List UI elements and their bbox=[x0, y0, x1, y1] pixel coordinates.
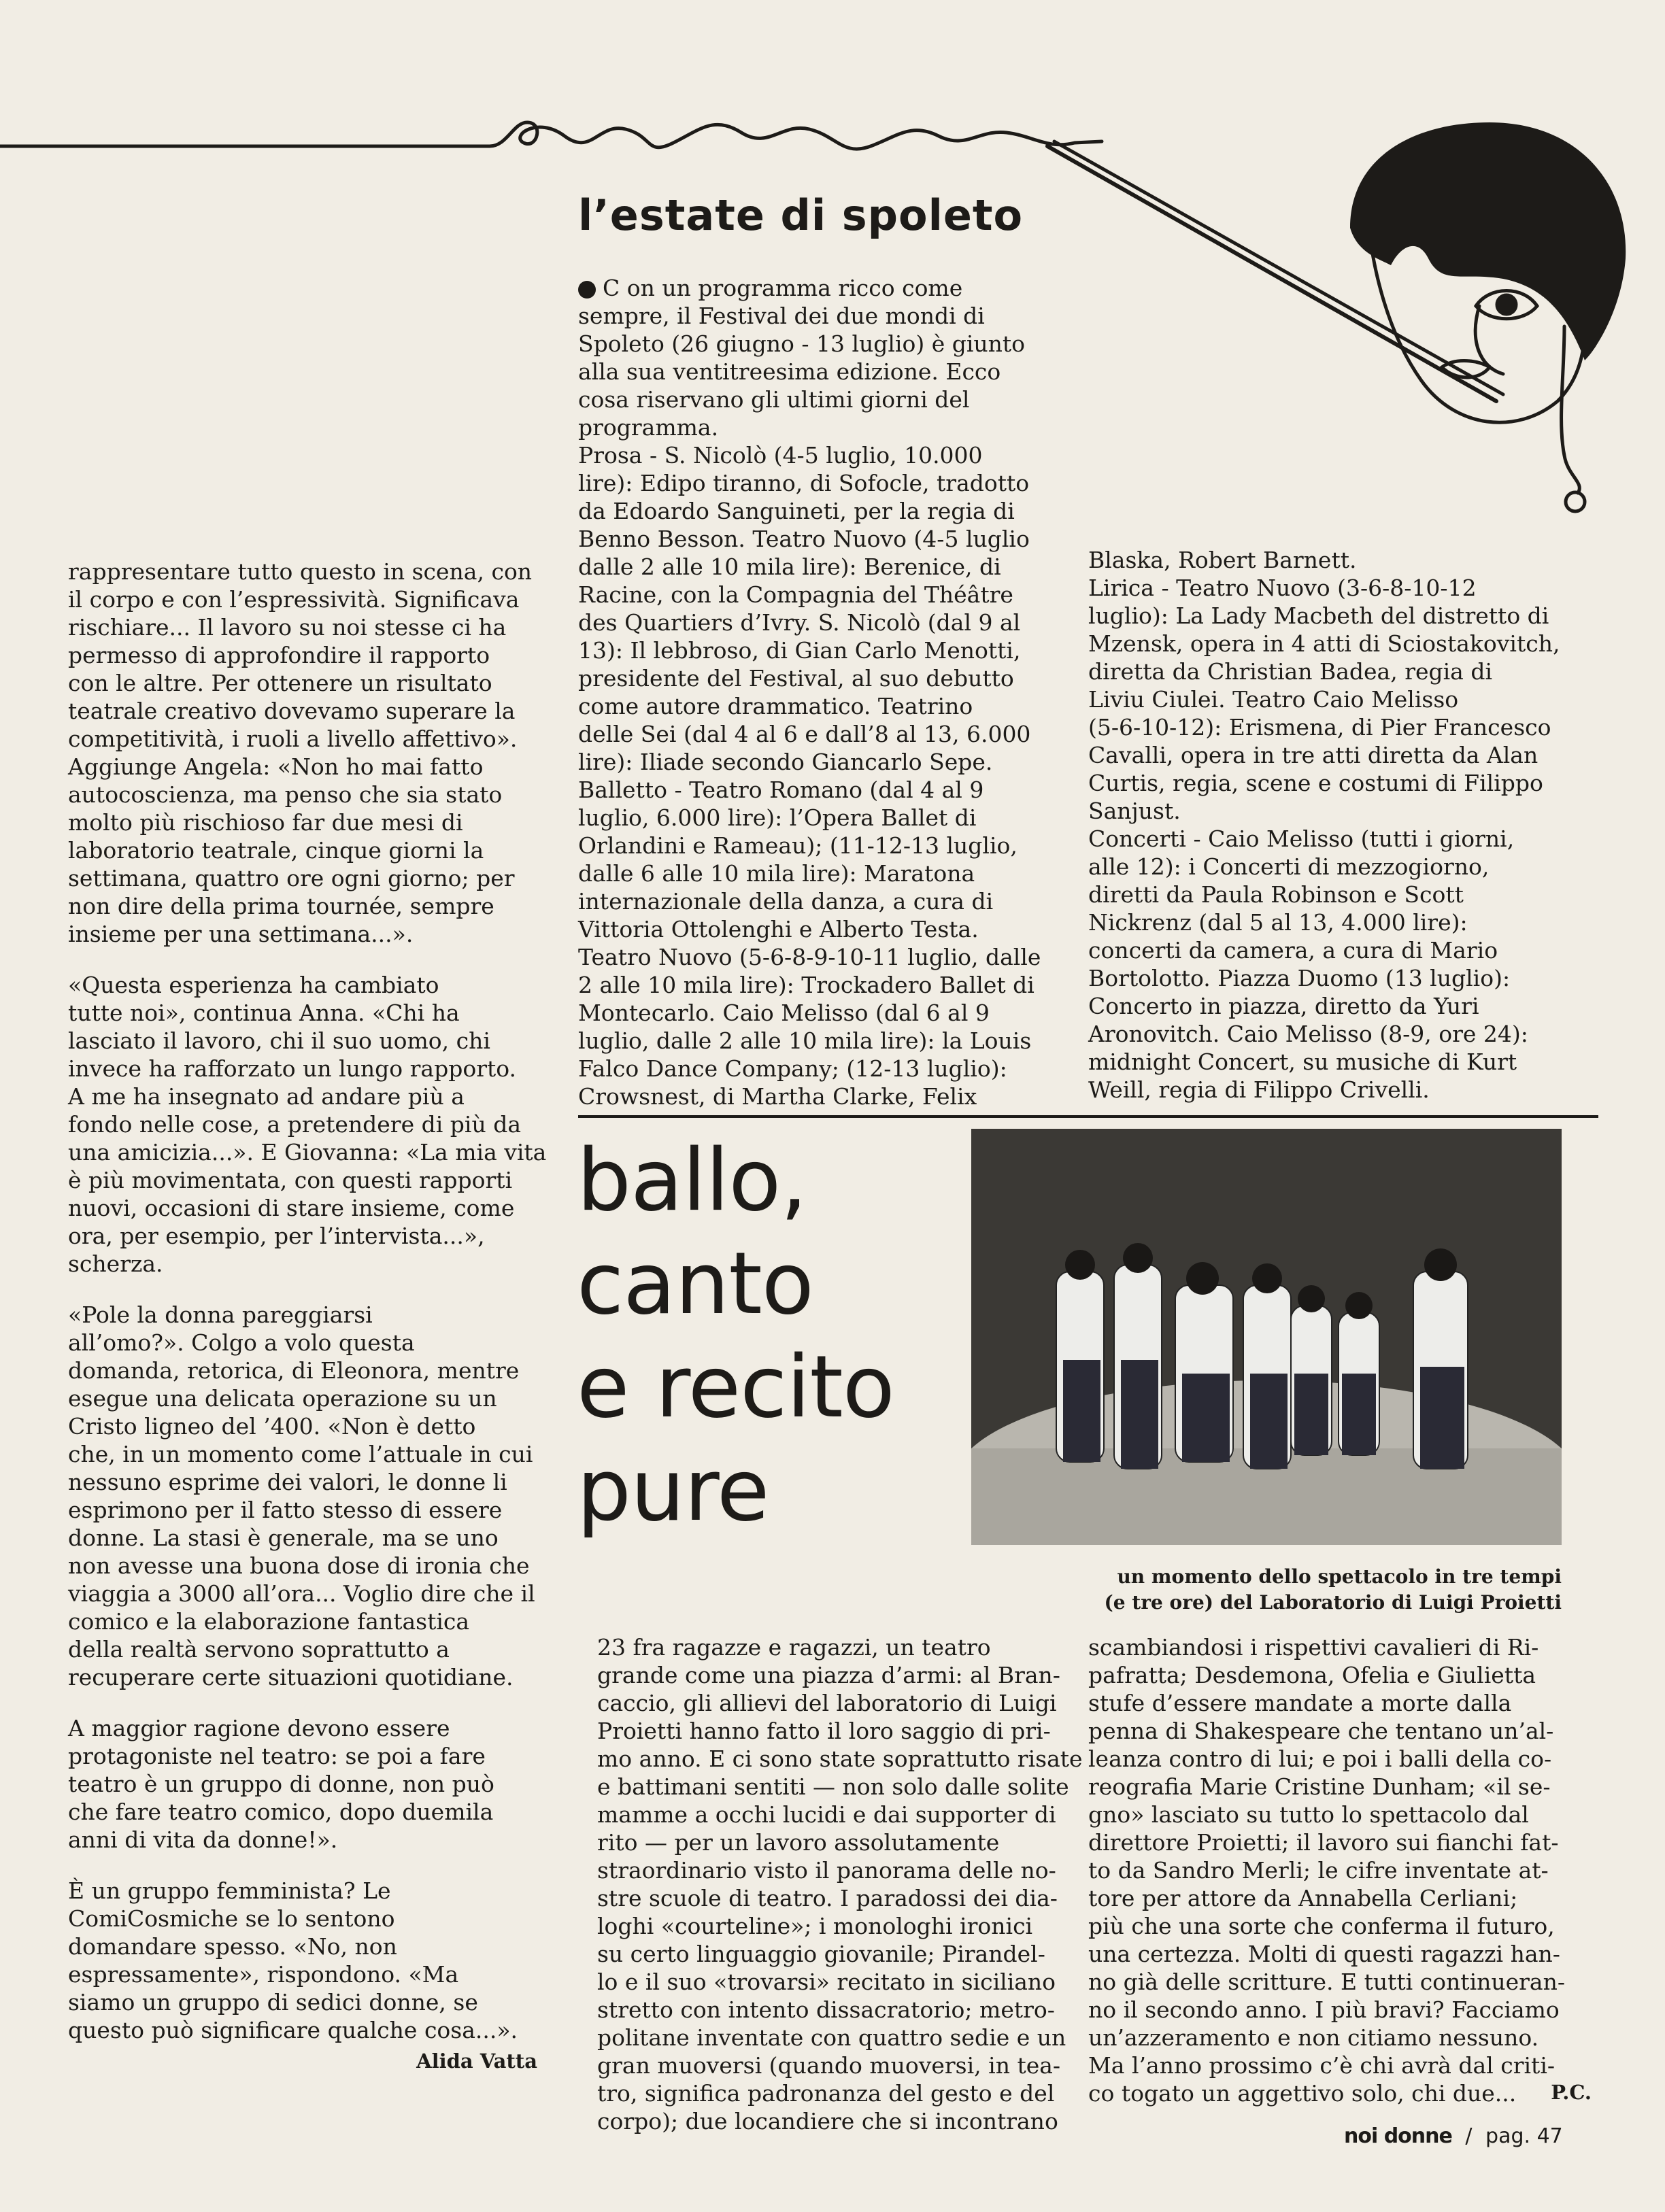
text-line: questo può significare qualche cosa...». bbox=[68, 2017, 518, 2043]
text-line: con le altre. Per ottenere un risultato bbox=[68, 670, 492, 696]
text-line: il corpo e con l’espressività. Significava bbox=[68, 586, 520, 613]
caption-line: un momento dello spettacolo in tre tempi bbox=[1117, 1565, 1562, 1588]
text-line: cosa riservano gli ultimi giorni del bbox=[578, 386, 970, 413]
text-line: rischiare... Il lavoro su noi stesse ci ha bbox=[68, 614, 507, 641]
text-line: caccio, gli allievi del laboratorio di Luigi bbox=[597, 1690, 1057, 1716]
text-line: nessuno esprime dei valori, le donne li bbox=[68, 1469, 507, 1495]
text-line: È un gruppo femminista? Le bbox=[68, 1877, 391, 1904]
stage-photo bbox=[971, 1129, 1562, 1545]
text-line: rappresentare tutto questo in scena, con bbox=[68, 558, 533, 585]
text-line: alle 12): i Concerti di mezzogiorno, bbox=[1088, 853, 1490, 880]
text-line: una amicizia...». E Giovanna: «La mia vita bbox=[68, 1139, 547, 1165]
text-line: lire): Iliade secondo Giancarlo Sepe. bbox=[578, 749, 993, 775]
text-line: diretti da Paula Robinson e Scott bbox=[1088, 881, 1464, 908]
text-line: alla sua ventitreesima edizione. Ecco bbox=[578, 358, 1001, 385]
text-line: recuperare certe situazioni quotidiane. bbox=[68, 1664, 514, 1690]
text-line: fondo nelle cose, a pretendere di più da bbox=[68, 1111, 521, 1138]
text-line: Sanjust. bbox=[1088, 798, 1181, 824]
text-line: stretto con intento dissacratorio; metro- bbox=[597, 1996, 1055, 2023]
text-line: non avesse una buona dose di ironia che bbox=[68, 1552, 530, 1579]
text-line: un’azzeramento e non citiamo nessuno. bbox=[1088, 2024, 1539, 2051]
text-line: politane inventate con quattro sedie e un bbox=[597, 2024, 1066, 2051]
text-line: concerti da camera, a cura di Mario bbox=[1088, 937, 1498, 964]
text-line: programma. bbox=[578, 414, 719, 441]
text-line: loghi «courteline»; i monologhi ironici bbox=[597, 1913, 1033, 1939]
text-line: diretta da Christian Badea, regia di bbox=[1088, 658, 1493, 685]
text-line: Montecarlo. Caio Melisso (dal 6 al 9 bbox=[578, 1000, 990, 1026]
text-line: scherza. bbox=[68, 1250, 163, 1277]
text-line: che, in un momento come l’attuale in cui bbox=[68, 1441, 533, 1467]
text-line: ora, per esempio, per l’intervista...», bbox=[68, 1223, 485, 1249]
text-line: Aggiunge Angela: «Non ho mai fatto bbox=[68, 753, 484, 780]
magazine-name: noi donne bbox=[1344, 2124, 1452, 2148]
text-line: 13): Il lebbroso, di Gian Carlo Menotti, bbox=[578, 637, 1021, 664]
text-line: rito — per un lavoro assolutamente bbox=[597, 1829, 1000, 1856]
text-line: Benno Besson. Teatro Nuovo (4-5 luglio bbox=[578, 526, 1030, 552]
estate-column-1 bbox=[578, 274, 1068, 1110]
text-line: corpo); due locandiere che si incontrano bbox=[597, 2108, 1058, 2134]
text-line: Proietti hanno fatto il loro saggio di pri- bbox=[597, 1718, 1051, 1744]
text-line: gno» lasciato su tutto lo spettacolo dal bbox=[1088, 1801, 1529, 1828]
text-line: Spoleto (26 giugno - 13 luglio) è giunto bbox=[578, 330, 1026, 357]
left-signature: Alida Vatta bbox=[416, 2049, 537, 2073]
text-line: no già delle scritture. E tutti continueran- bbox=[1088, 1969, 1566, 1995]
text-line: 2 alle 10 mila lire): Trockadero Ballet di bbox=[578, 972, 1035, 998]
text-line: viaggia a 3000 all’ora... Voglio dire che il bbox=[68, 1580, 535, 1607]
text-line: reografia Marie Cristine Dunham; «il se- bbox=[1088, 1773, 1551, 1800]
text-line: «Pole la donna pareggiarsi bbox=[68, 1301, 373, 1328]
text-line: no il secondo anno. I più bravi? Facciamo bbox=[1088, 1996, 1560, 2023]
text-line: Racine, con la Compagnia del Théâtre bbox=[578, 581, 1013, 608]
text-line: Concerto in piazza, diretto da Yuri bbox=[1088, 993, 1479, 1019]
title-line: ballo, bbox=[577, 1130, 807, 1230]
text-line: ComiCosmiche se lo sentono bbox=[68, 1905, 395, 1932]
text-line: della realtà servono soprattutto a bbox=[68, 1636, 450, 1663]
estate-column-2 bbox=[1088, 546, 1592, 1104]
text-line: protagoniste nel teatro: se poi a fare bbox=[68, 1743, 486, 1769]
text-line: internazionale della danza, a cura di bbox=[578, 888, 994, 915]
text-line: invece ha rafforzato un lungo rapporto. bbox=[68, 1055, 517, 1082]
text-line: Ma l’anno prossimo c’è chi avrà dal criti- bbox=[1088, 2052, 1555, 2079]
text-line: come autore drammatico. Teatrino bbox=[578, 693, 973, 719]
text-line: lo e il suo «trovarsi» recitato in siciliano bbox=[597, 1969, 1056, 1995]
text-line: A me ha insegnato ad andare più a bbox=[68, 1083, 465, 1110]
text-line: Crowsnest, di Martha Clarke, Felix bbox=[578, 1083, 977, 1110]
text-line: da Edoardo Sanguineti, per la regia di bbox=[578, 498, 1015, 524]
bullet-icon bbox=[578, 281, 596, 299]
page-footer bbox=[1344, 2124, 1563, 2148]
page-number: pag. 47 bbox=[1485, 2124, 1563, 2148]
text-line: pafratta; Desdemona, Ofelia e Giulietta bbox=[1088, 1662, 1536, 1688]
text-line: espressamente», rispondono. «Ma bbox=[68, 1961, 459, 1988]
text-line: Prosa - S. Nicolò (4-5 luglio, 10.000 bbox=[578, 442, 983, 469]
text-line: nuovi, occasioni di stare insieme, come bbox=[68, 1195, 515, 1221]
text-line: tore per attore da Annabella Cerliani; bbox=[1088, 1885, 1518, 1911]
text-line: sempre, il Festival dei due mondi di bbox=[578, 303, 985, 329]
text-line: straordinario visto il panorama delle no- bbox=[597, 1857, 1056, 1884]
text-line: domanda, retorica, di Eleonora, mentre bbox=[68, 1357, 520, 1384]
text-line: A maggior ragione devono essere bbox=[68, 1715, 450, 1741]
text-line: settimana, quattro ore ogni giorno; per bbox=[68, 865, 515, 891]
text-line: gran muoversi (quando muoversi, in tea- bbox=[597, 2052, 1061, 2079]
text-line: teatrale creativo dovevamo superare la bbox=[68, 698, 516, 724]
text-line: molto più rischioso far due mesi di bbox=[68, 809, 463, 836]
ballo-column-1 bbox=[597, 1633, 1087, 2135]
text-line: luglio, dalle 2 alle 10 mila lire): la Louis bbox=[578, 1027, 1032, 1054]
text-line: Mzensk, opera in 4 atti di Sciostakovitch, bbox=[1088, 630, 1560, 657]
ballo-title bbox=[577, 1129, 958, 1542]
ballo-signature: P.C. bbox=[1551, 2081, 1592, 2104]
text-line: è più movimentata, con questi rapporti bbox=[68, 1167, 513, 1193]
text-line: Balletto - Teatro Romano (dal 4 al 9 bbox=[578, 777, 984, 803]
text-line: presidente del Festival, al suo debutto bbox=[578, 665, 1014, 692]
text-line: che fare teatro comico, dopo duemila bbox=[68, 1799, 494, 1825]
text-line: stre scuole di teatro. I paradossi dei dia- bbox=[597, 1885, 1058, 1911]
text-line: e battimani sentiti — non solo dalle solite bbox=[597, 1773, 1069, 1800]
text-line: dalle 2 alle 10 mila lire): Berenice, di bbox=[578, 554, 1001, 580]
title-line: canto bbox=[577, 1233, 813, 1333]
estate-title: l’estate di spoleto bbox=[578, 190, 1024, 240]
text-line: Weill, regia di Filippo Crivelli. bbox=[1088, 1076, 1430, 1103]
text-line: su certo linguaggio giovanile; Pirandel- bbox=[597, 1941, 1045, 1967]
text-line: esegue una delicata operazione su un bbox=[68, 1385, 497, 1412]
text-line: teatro è un gruppo di donne, non può bbox=[68, 1771, 494, 1797]
text-line: all’omo?». Colgo a volo questa bbox=[68, 1329, 415, 1356]
text-line: to da Sandro Merli; le cifre inventate at- bbox=[1088, 1857, 1549, 1884]
caption-line: (e tre ore) del Laboratorio di Luigi Proietti bbox=[1104, 1591, 1562, 1614]
text-line: insieme per una settimana...». bbox=[68, 921, 414, 947]
text-line: Curtis, regia, scene e costumi di Filippo bbox=[1088, 770, 1543, 796]
text-line: stufe d’essere mandate a morte dalla bbox=[1088, 1690, 1512, 1716]
text-line: una certezza. Molti di questi ragazzi han- bbox=[1088, 1941, 1560, 1967]
text-line: co togato un aggettivo solo, chi due... bbox=[1088, 2080, 1517, 2107]
text-line: Lirica - Teatro Nuovo (3-6-8-10-12 bbox=[1088, 575, 1477, 601]
text-line: domandare spesso. «No, non bbox=[68, 1933, 397, 1960]
text-line: siamo un gruppo di sedici donne, se bbox=[68, 1989, 478, 2015]
text-line: lasciato il lavoro, chi il suo uomo, chi bbox=[68, 1027, 490, 1054]
text-line: autocoscienza, ma penso che sia stato bbox=[68, 781, 503, 808]
text-line: dalle 6 alle 10 mila lire): Maratona bbox=[578, 860, 975, 887]
text-line: tro, significa padronanza del gesto e del bbox=[597, 2080, 1055, 2107]
text-line: delle Sei (dal 4 al 6 e dall’8 al 13, 6.000 bbox=[578, 721, 1031, 747]
text-line: non dire della prima tournée, sempre bbox=[68, 893, 494, 919]
text-line: Vittoria Ottolenghi e Alberto Testa. bbox=[578, 916, 979, 942]
text-line: mamme a occhi lucidi e dai supporter di bbox=[597, 1801, 1056, 1828]
text-line: Concerti - Caio Melisso (tutti i giorni, bbox=[1088, 826, 1515, 852]
text-line: scambiandosi i rispettivi cavalieri di Ri- bbox=[1088, 1634, 1539, 1661]
text-line: Nickrenz (dal 5 al 13, 4.000 lire): bbox=[1088, 909, 1468, 936]
text-line: mo anno. E ci sono state soprattutto risate bbox=[597, 1746, 1083, 1772]
ballo-column-2 bbox=[1088, 1633, 1592, 2107]
footer-separator: / bbox=[1465, 2124, 1473, 2148]
text-line: luglio, 6.000 lire): l’Opera Ballet di bbox=[578, 804, 977, 831]
text-line: (5-6-10-12): Erismena, di Pier Francesco bbox=[1088, 714, 1551, 741]
text-line: donne. La stasi è generale, ma se uno bbox=[68, 1525, 499, 1551]
photo-caption bbox=[971, 1564, 1562, 1616]
text-line: Cavalli, opera in tre atti diretta da Alan bbox=[1088, 742, 1538, 768]
left-column bbox=[68, 558, 547, 2044]
section-divider bbox=[578, 1115, 1598, 1118]
text-line: laboratorio teatrale, cinque giorni la bbox=[68, 837, 484, 864]
title-line: e recito bbox=[577, 1337, 894, 1437]
text-line: leanza contro di lui; e poi i balli della co- bbox=[1088, 1746, 1552, 1772]
text-line: Bortolotto. Piazza Duomo (13 luglio): bbox=[1088, 965, 1511, 991]
text-line: Orlandini e Rameau); (11-12-13 luglio, bbox=[578, 832, 1018, 859]
text-line: anni di vita da donne!». bbox=[68, 1826, 338, 1853]
text-line: Falco Dance Company; (12-13 luglio): bbox=[578, 1055, 1007, 1082]
title-line: pure bbox=[577, 1440, 769, 1540]
text-line: Liviu Ciulei. Teatro Caio Melisso bbox=[1088, 686, 1459, 713]
text-line: Blaska, Robert Barnett. bbox=[1088, 547, 1357, 573]
text-line: midnight Concert, su musiche di Kurt bbox=[1088, 1049, 1517, 1075]
text-line: C on un programma ricco come bbox=[578, 274, 1068, 302]
text-line: des Quartiers d’Ivry. S. Nicolò (dal 9 al bbox=[578, 609, 1021, 636]
text-line: Teatro Nuovo (5-6-8-9-10-11 luglio, dalle bbox=[578, 944, 1041, 970]
text-line: lire): Edipo tiranno, di Sofocle, tradotto bbox=[578, 470, 1030, 496]
text-line: Aronovitch. Caio Melisso (8-9, ore 24): bbox=[1088, 1021, 1528, 1047]
text-line: competitività, i ruoli a livello affettivo». bbox=[68, 726, 518, 752]
text-line: permesso di approfondire il rapporto bbox=[68, 642, 490, 668]
text-line: «Questa esperienza ha cambiato bbox=[68, 972, 439, 998]
text-line: grande come una piazza d’armi: al Bran- bbox=[597, 1662, 1060, 1688]
text-line: comico e la elaborazione fantastica bbox=[68, 1608, 470, 1635]
text-line: più che una sorte che conferma il futuro, bbox=[1088, 1913, 1555, 1939]
text-line: 23 fra ragazze e ragazzi, un teatro bbox=[597, 1634, 991, 1661]
text-line: direttore Proietti; il lavoro sui fianchi fat- bbox=[1088, 1829, 1559, 1856]
text-line: tutte noi», continua Anna. «Chi ha bbox=[68, 1000, 460, 1026]
text-line: luglio): La Lady Macbeth del distretto di bbox=[1088, 602, 1549, 629]
text-line: penna di Shakespeare che tentano un’al- bbox=[1088, 1718, 1554, 1744]
text-line: esprimono per il fatto stesso di essere bbox=[68, 1497, 503, 1523]
text-line: Cristo ligneo del ’400. «Non è detto bbox=[68, 1413, 476, 1440]
